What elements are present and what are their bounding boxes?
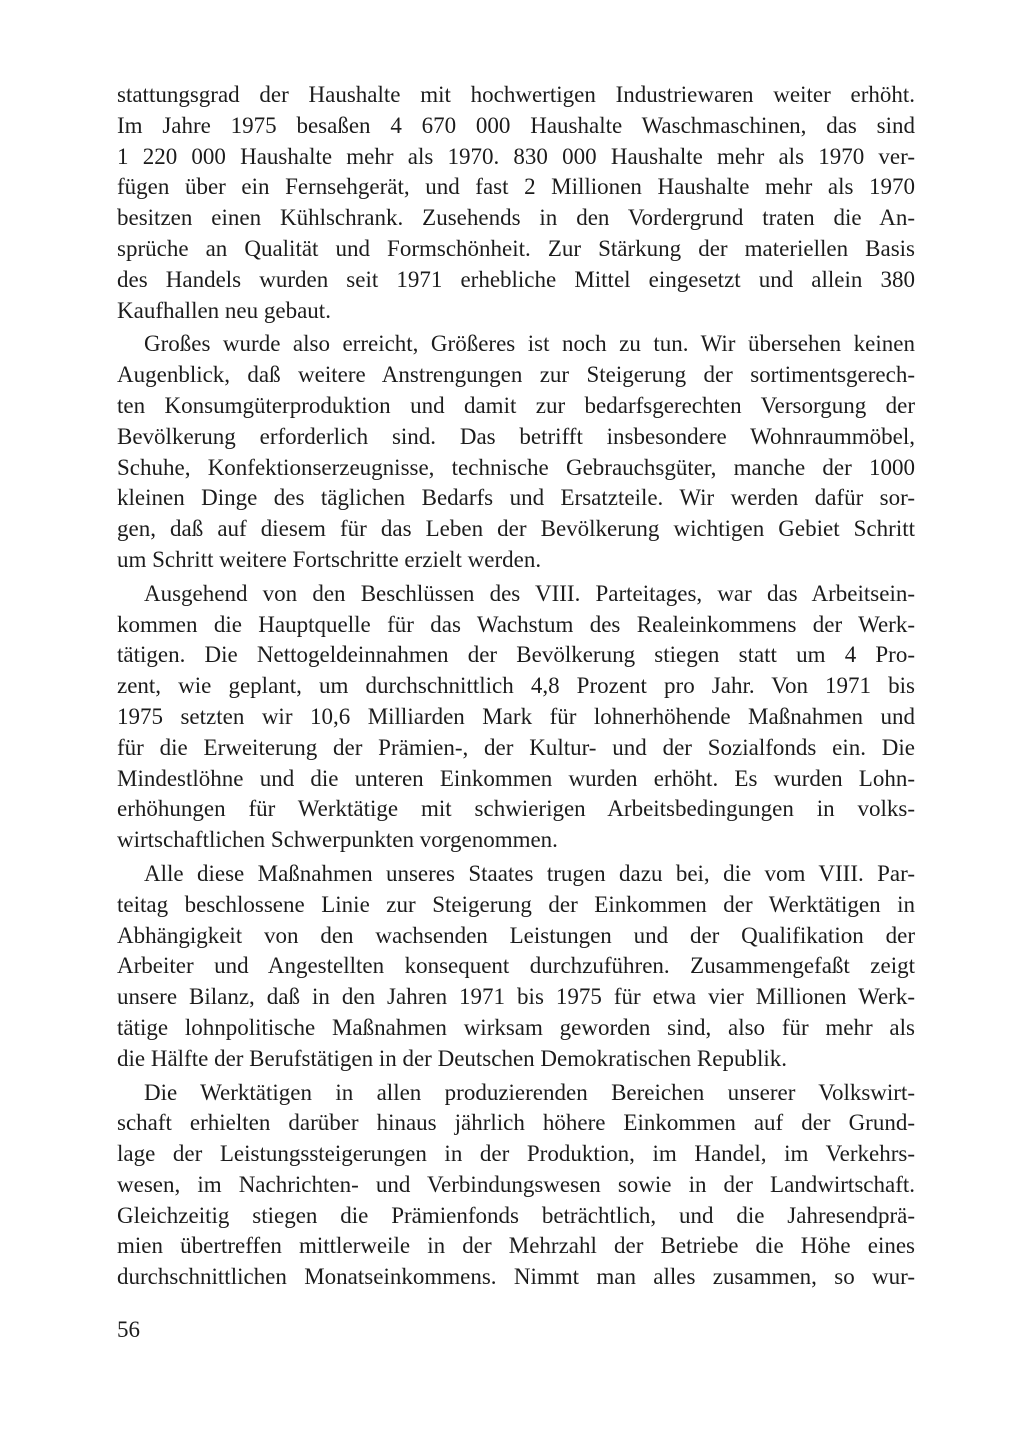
page-number: 56 <box>117 1317 140 1342</box>
text-line: Kaufhallen neu gebaut. <box>117 297 331 323</box>
text-line: wirtschaftlichen Schwerpunkten vorgenommen. <box>117 827 558 853</box>
text-line: besitzen einen Kühlschrank. Zusehends in den Vordergrund traten die An- <box>117 205 915 231</box>
paragraph-2 <box>117 329 915 575</box>
text-line: für die Erweiterung der Prämien-, der Kultur- und der Sozialfonds ein. Die <box>117 734 915 760</box>
paragraph-5 <box>117 1078 915 1294</box>
text-line: 1 220 000 Haushalte mehr als 1970. 830 000 Haushalte mehr als 1970 ver- <box>117 143 915 169</box>
text-line: wesen, im Nachrichten- und Verbindungswesen sowie in der Landwirtschaft. <box>117 1171 915 1197</box>
text-line: 1975 setzten wir 10,6 Milliarden Mark für lohnerhöhende Maßnahmen und <box>117 703 915 729</box>
page-body <box>117 80 915 1293</box>
text-line: Im Jahre 1975 besaßen 4 670 000 Haushalte Waschmaschinen, das sind <box>117 112 915 138</box>
text-line: durchschnittlichen Monatseinkommens. Nimmt man alles zusammen, so wur- <box>117 1264 915 1290</box>
text-line: des Handels wurden seit 1971 erhebliche Mittel eingesetzt und allein 380 <box>117 266 915 292</box>
text-line: Arbeiter und Angestellten konsequent durchzuführen. Zusammengefaßt zeigt <box>117 953 915 979</box>
text-line: Alle diese Maßnahmen unseres Staates trugen dazu bei, die vom VIII. Par- <box>144 860 915 886</box>
text-line: Abhängigkeit von den wachsenden Leistungen und der Qualifikation der <box>117 922 915 948</box>
text-line: mien übertreffen mittlerweile in der Mehrzahl der Betriebe die Höhe eines <box>117 1233 915 1259</box>
text-line: Großes wurde also erreicht, Größeres ist noch zu tun. Wir übersehen keinen <box>144 331 915 357</box>
text-line: sprüche an Qualität und Formschönheit. Zur Stärkung der materiellen Basis <box>117 235 915 261</box>
text-line: Ausgehend von den Beschlüssen des VIII. Parteitages, war das Arbeitsein- <box>144 580 915 606</box>
paragraph-3 <box>117 579 915 856</box>
text-line: zent, wie geplant, um durchschnittlich 4,8 Prozent pro Jahr. Von 1971 bis <box>117 673 915 699</box>
text-line: tätige lohnpolitische Maßnahmen wirksam geworden sind, also für mehr als <box>117 1014 915 1040</box>
text-line: Augenblick, daß weitere Anstrengungen zur Steigerung der sortimentsgerech- <box>117 362 915 388</box>
text-line: Mindestlöhne und die unteren Einkommen wurden erhöht. Es wurden Lohn- <box>117 765 915 791</box>
paragraph-1 <box>117 80 915 326</box>
text-line: um Schritt weitere Fortschritte erzielt werden. <box>117 546 542 572</box>
text-line: die Hälfte der Berufstätigen in der Deutschen Demokratischen Republik. <box>117 1045 787 1071</box>
text-line: unsere Bilanz, daß in den Jahren 1971 bis 1975 für etwa vier Millionen Werk- <box>117 984 915 1010</box>
text-line: schaft erhielten darüber hinaus jährlich höhere Einkommen auf der Grund- <box>117 1110 915 1136</box>
text-line: erhöhungen für Werktätige mit schwierigen Arbeitsbedingungen in volks- <box>117 796 915 822</box>
text-line: Bevölkerung erforderlich sind. Das betrifft insbesondere Wohnraummöbel, <box>117 423 915 449</box>
text-line: Die Werktätigen in allen produzierenden Bereichen unserer Volkswirt- <box>144 1079 915 1105</box>
text-line: teitag beschlossene Linie zur Steigerung der Einkommen der Werktätigen in <box>117 891 915 917</box>
text-line: gen, daß auf diesem für das Leben der Bevölkerung wichtigen Gebiet Schritt <box>117 516 915 542</box>
text-line: ten Konsumgüterproduktion und damit zur bedarfsgerechten Versorgung der <box>117 392 915 418</box>
text-line: lage der Leistungssteigerungen in der Produktion, im Handel, im Verkehrs- <box>117 1141 915 1167</box>
text-line: stattungsgrad der Haushalte mit hochwertigen Industriewaren weiter erhöht. <box>117 82 915 107</box>
text-line: fügen über ein Fernsehgerät, und fast 2 Millionen Haushalte mehr als 1970 <box>117 174 915 200</box>
paragraph-4 <box>117 859 915 1075</box>
text-line: Schuhe, Konfektionserzeugnisse, technische Gebrauchsgüter, manche der 1000 <box>117 454 915 480</box>
text-line: tätigen. Die Nettogeldeinnahmen der Bevölkerung stiegen statt um 4 Pro- <box>117 642 915 668</box>
text-line: kommen die Hauptquelle für das Wachstum des Realeinkommens der Werk- <box>117 611 915 637</box>
text-line: kleinen Dinge des täglichen Bedarfs und Ersatzteile. Wir werden dafür sor- <box>117 485 915 511</box>
text-line: Gleichzeitig stiegen die Prämienfonds beträchtlich, und die Jahresendprä- <box>117 1202 915 1228</box>
